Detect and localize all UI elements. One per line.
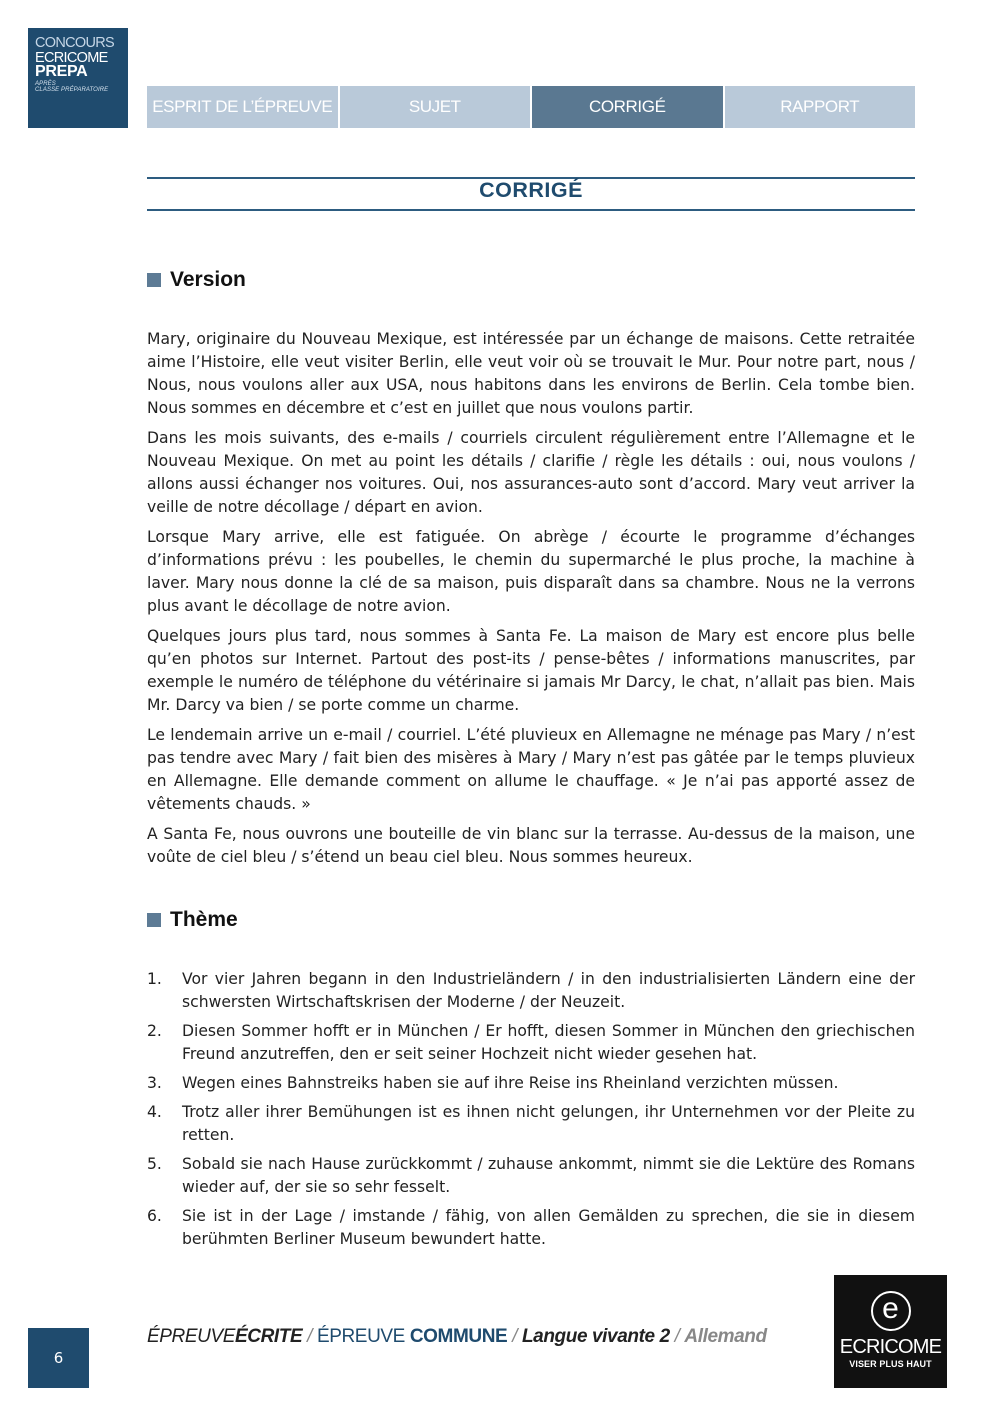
footer-epreuve-commune (317, 1326, 507, 1347)
version-paragraph: Le lendemain arrive un e-mail / courriel. L’été pluvieux en Allemagne ne ménage pas Mary / n’est pas tendre avec Mary / fait bien des misères à Mary / Mary n’est pas gâtée par le temps pluvieux en Allemagne. Elle demande comment on allume le chauffage. « Je n’ai pas apporté assez de vêtements chauds. » (147, 726, 915, 813)
title-bottom-rule (147, 209, 915, 211)
list-item-number: 6. (147, 1207, 162, 1225)
footer-epreuve-2: ÉPREUVE (316, 1326, 405, 1347)
ecricome-e-icon: e (871, 1291, 911, 1331)
version-heading (147, 268, 246, 292)
version-paragraph: Dans les mois suivants, des e-mails / courriels circulent régulièrement entre l’Allemagne et le Nouveau Mexique. On met au point les détails / clarifie / règle les détails : oui, nous voulons / allons aussi échanger nos voitures. Oui, nos assurances-auto sont d’accord. Mary veut arriver la veille de notre décollage / départ en avion. (147, 429, 915, 516)
logo-line-classe: CLASSE PRÉPARATOIRE (35, 87, 109, 93)
list-item-number: 1. (147, 970, 162, 988)
theme-heading-text: Thème (170, 908, 238, 931)
brand-name: ECRICOME (839, 1336, 942, 1358)
square-bullet-icon (147, 273, 161, 287)
list-item-text: Trotz aller ihrer Bemühungen ist es ihnen nicht gelungen, ihr Unternehmen vor der Pleite zu retten. (182, 1103, 915, 1144)
logo-line-concours: CONCOURS (35, 35, 114, 51)
ecricome-prepa-logo (28, 28, 128, 128)
logo-line-apres: APRÈS (35, 81, 56, 87)
version-paragraph: Quelques jours plus tard, nous sommes à Santa Fe. La maison de Mary est encore plus belle qu’en photos sur Internet. Partout des post-its / pense-bêtes / informations manuscrites, par exemple le numéro de téléphone du vétérinaire si jamais Mr Darcy, le chat, n’allait pas bien. Mais Mr. Darcy va bien / se porte comme un charme. (147, 627, 915, 714)
list-item (147, 1072, 915, 1095)
footer-commune: COMMUNE (409, 1326, 508, 1347)
footer-caption (147, 1326, 767, 1348)
footer-allemand: Allemand (684, 1326, 767, 1347)
list-item-text: Vor vier Jahren begann in den Industrieländern / in den industrialisierten Ländern eine der schwersten Wirtschaftskrisen der Moderne / der Neuzeit. (182, 970, 915, 1011)
ecricome-brand-logo (834, 1275, 947, 1388)
footer-separator: / (669, 1326, 685, 1347)
logo-line-ecricome: ECRICOME (35, 49, 108, 66)
tab-rapport[interactable]: RAPPORT (725, 86, 916, 128)
footer-separator: / (302, 1326, 317, 1347)
tab-corrige[interactable]: CORRIGÉ (532, 86, 723, 128)
logo-line-prepa: PREPA (35, 63, 88, 80)
version-text (147, 328, 915, 876)
list-item (147, 1020, 915, 1066)
list-item (147, 1101, 915, 1147)
version-paragraph: A Santa Fe, nous ouvrons une bouteille de vin blanc sur la terrasse. Au-dessus de la maison, une voûte de ciel bleu / s’étend un beau ciel bleu. Nous sommes heureux. (147, 825, 915, 866)
list-item (147, 1153, 915, 1199)
list-item-text: Wegen eines Bahnstreiks haben sie auf ihre Reise ins Rheinland verzichten müssen. (182, 1074, 839, 1092)
list-item-text: Sie ist in der Lage / imstande / fähig, von allen Gemälden zu sprechen, die sie in diesem berühmten Berliner Museum bewundert hatte. (182, 1207, 915, 1248)
square-bullet-icon (147, 913, 161, 927)
list-item-number: 3. (147, 1074, 162, 1092)
tab-esprit-epreuve[interactable]: ESPRIT DE L’ÉPREUVE (147, 86, 338, 128)
footer-ecrite: ÉCRITE (235, 1326, 303, 1347)
footer-epreuve: ÉPREUVE (147, 1326, 236, 1347)
tab-sujet[interactable]: SUJET (340, 86, 531, 128)
footer-separator: / (507, 1326, 522, 1347)
list-item-text: Sobald sie nach Hause zurückkommt / zuhause ankommt, nimmt sie die Lektüre des Romans wieder auf, der sie so sehr fesselt. (182, 1155, 915, 1196)
list-item-number: 4. (147, 1103, 162, 1121)
list-item (147, 968, 915, 1014)
theme-list (147, 968, 915, 1257)
theme-heading (147, 908, 238, 932)
page-title: CORRIGÉ (479, 178, 583, 202)
page-number: 6 (28, 1328, 89, 1388)
section-tabs (147, 86, 915, 128)
version-paragraph: Mary, originaire du Nouveau Mexique, est intéressée par un échange de maisons. Cette retraitée aime l’Histoire, elle veut visiter Berlin, elle veut voir où se trouvait le Mur. Pour notre part, nous / Nous, nous voulons aller aux USA, nous habitons dans les environs de Berlin. Cela tombe bien. Nous sommes en décembre et c’est en juillet que nous voulons partir. (147, 330, 915, 417)
version-heading-text: Version (170, 268, 246, 291)
brand-tagline: VISER PLUS HAUT (849, 1359, 932, 1369)
version-paragraph: Lorsque Mary arrive, elle est fatiguée. On abrège / écourte le programme d’échanges d’informations prévu : les poubelles, le chemin du supermarché le plus proche, la machine à laver. Mary nous donne la clé de sa maison, puis disparaît dans sa chambre. Nous ne la verrons plus avant le décollage de notre avion. (147, 528, 915, 615)
list-item-text: Diesen Sommer hofft er in München / Er hofft, diesen Sommer in München den griechischen Freund anzutreffen, den er seit seiner Hochzeit nicht wieder gesehen hat. (182, 1022, 915, 1063)
footer-langue: Langue vivante 2 (521, 1326, 670, 1347)
list-item-number: 5. (147, 1155, 162, 1173)
list-item-number: 2. (147, 1022, 162, 1040)
list-item (147, 1205, 915, 1251)
